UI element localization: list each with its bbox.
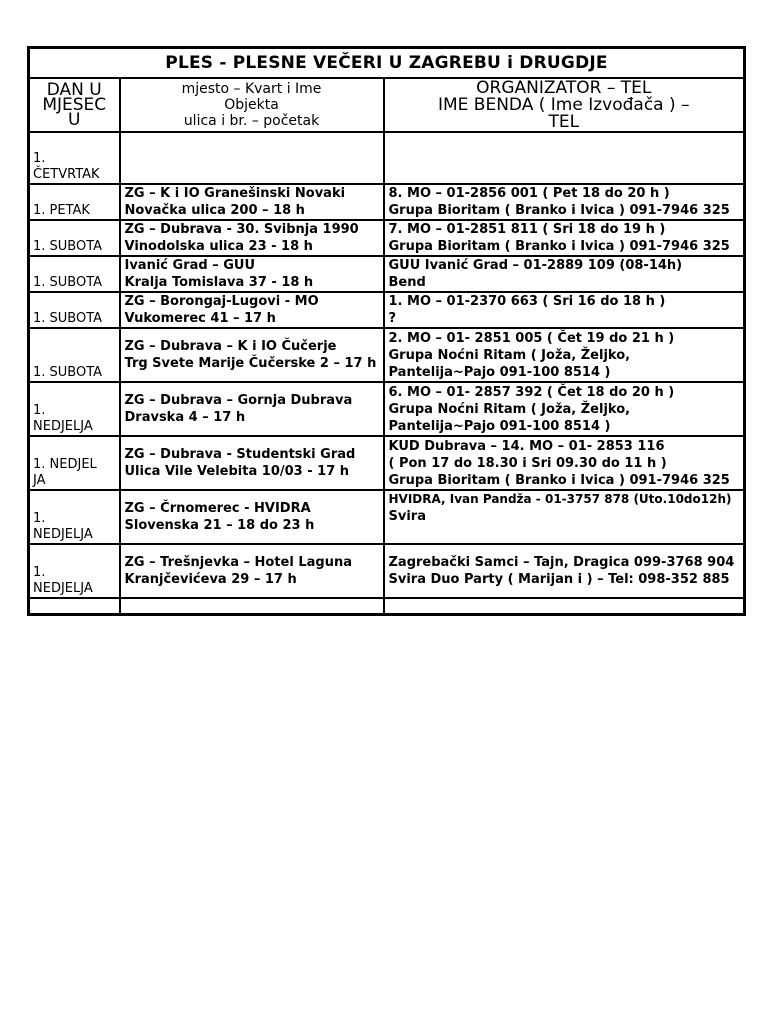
organizer-cell: 7. MO – 01-2851 811 ( Sri 18 do 19 h ) Grupa Bioritam ( Branko i Ivica ) 091-7946 325 [384, 220, 745, 256]
organizer-cell: HVIDRA, Ivan Pandža - 01-3757 878 (Uto.10do12h) Svira [384, 490, 745, 544]
table-row [29, 382, 745, 436]
dance-events-table [27, 46, 746, 616]
table-row [29, 132, 745, 184]
table-row-empty [29, 598, 745, 615]
location-cell: ZG – Dubrava – Gornja Dubrava Dravska 4 – 17 h [120, 382, 384, 436]
location-cell: ZG – Dubrava - 30. Svibnja 1990 Vinodolska ulica 23 - 18 h [120, 220, 384, 256]
location-cell: ZG – K i IO Granešinski Novaki Novačka ulica 200 – 18 h [120, 184, 384, 220]
location-cell: ZG – Dubrava - Studentski Grad Ulica Vile Velebita 10/03 - 17 h [120, 436, 384, 490]
day-cell: 1. PETAK [29, 184, 120, 220]
day-cell: 1. NEDJEL JA [29, 436, 120, 490]
empty-cell [384, 598, 745, 615]
organizer-cell: 6. MO – 01- 2857 392 ( Čet 18 do 20 h ) Grupa Noćni Ritam ( Joža, Željko, Pantelija~Pajo 091-100 8514 ) [384, 382, 745, 436]
day-cell: 1. SUBOTA [29, 256, 120, 292]
day-cell: 1. NEDJELJA [29, 382, 120, 436]
day-cell: 1. NEDJELJA [29, 490, 120, 544]
header-day: DAN U MJESEC U [29, 78, 120, 132]
location-cell: ZG – Dubrava – K i IO Čučerje Trg Svete Marije Čučerske 2 – 17 h [120, 328, 384, 382]
header-organizer: ORGANIZATOR – TEL IME BENDA ( Ime Izvođača ) – TEL [384, 78, 745, 132]
organizer-cell: 8. MO – 01-2856 001 ( Pet 18 do 20 h ) Grupa Bioritam ( Branko i Ivica ) 091-7946 325 [384, 184, 745, 220]
location-cell: ZG – Črnomerec - HVIDRA Slovenska 21 – 18 do 23 h [120, 490, 384, 544]
location-cell: Ivanić Grad – GUU Kralja Tomislava 37 - 18 h [120, 256, 384, 292]
header-location: mjesto – Kvart i Ime Objekta ulica i br. – početak [120, 78, 384, 132]
organizer-cell: GUU Ivanić Grad – 01-2889 109 (08-14h) Bend [384, 256, 745, 292]
location-cell: ZG – Borongaj-Lugovi - MO Vukomerec 41 – 17 h [120, 292, 384, 328]
organizer-cell: KUD Dubrava – 14. MO – 01- 2853 116 ( Pon 17 do 18.30 i Sri 09.30 do 11 h ) Grupa Bioritam ( Branko i Ivica ) 091-7946 325 [384, 436, 745, 490]
table-row [29, 220, 745, 256]
organizer-cell [384, 132, 745, 184]
day-cell: 1. NEDJELJA [29, 544, 120, 598]
table-row [29, 490, 745, 544]
table-row [29, 436, 745, 490]
table-row [29, 292, 745, 328]
day-cell: 1. SUBOTA [29, 328, 120, 382]
empty-cell [29, 598, 120, 615]
organizer-cell: 1. MO – 01-2370 663 ( Sri 16 do 18 h ) ? [384, 292, 745, 328]
day-cell: 1. ČETVRTAK [29, 132, 120, 184]
table-title: PLES - PLESNE VEČERI U ZAGREBU i DRUGDJE [29, 48, 745, 79]
location-cell [120, 132, 384, 184]
day-cell: 1. SUBOTA [29, 292, 120, 328]
empty-cell [120, 598, 384, 615]
table-row [29, 184, 745, 220]
day-cell: 1. SUBOTA [29, 220, 120, 256]
table-row [29, 256, 745, 292]
table-row [29, 328, 745, 382]
location-cell: ZG – Trešnjevka – Hotel Laguna Kranjčevićeva 29 – 17 h [120, 544, 384, 598]
organizer-cell: Zagrebački Samci – Tajn, Dragica 099-3768 904 Svira Duo Party ( Marijan i ) – Tel: 098-352 885 [384, 544, 745, 598]
organizer-cell: 2. MO – 01- 2851 005 ( Čet 19 do 21 h ) Grupa Noćni Ritam ( Joža, Željko, Pantelija~Pajo 091-100 8514 ) [384, 328, 745, 382]
table-row [29, 544, 745, 598]
